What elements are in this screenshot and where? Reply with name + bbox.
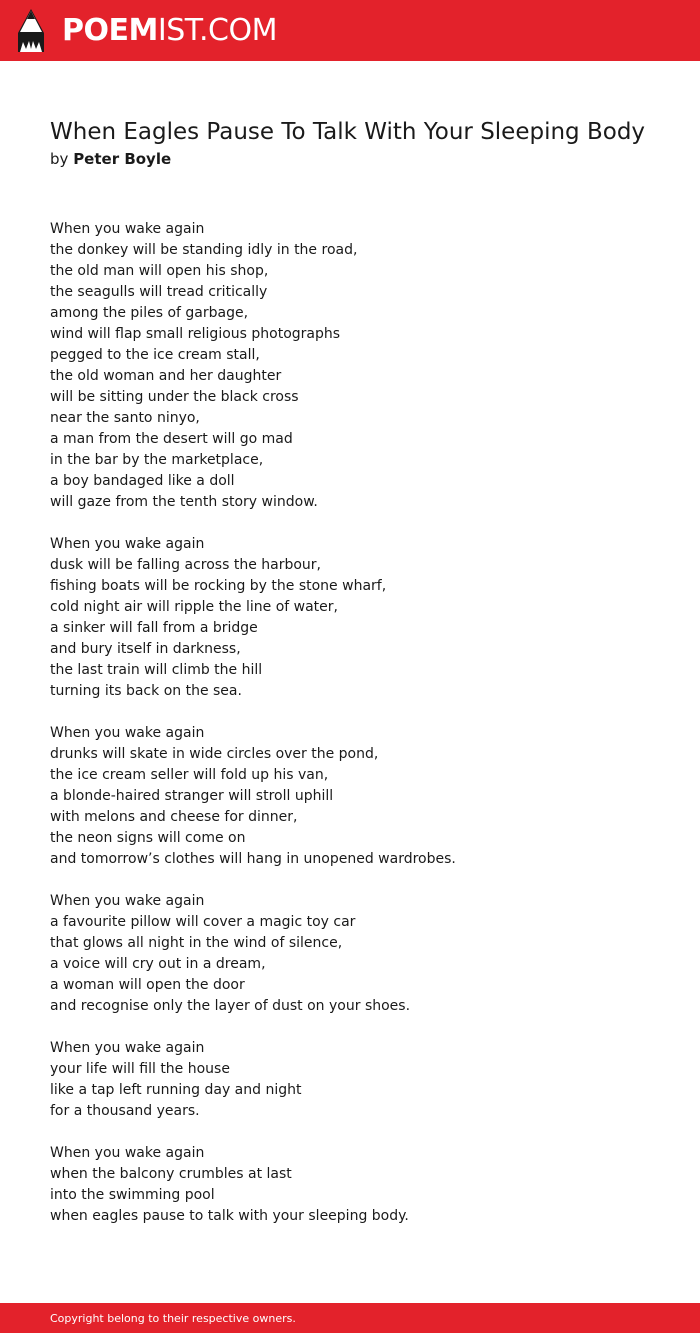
poem-line: When you wake again — [50, 221, 205, 237]
author-name: Peter Boyle — [73, 150, 172, 168]
by-label: by — [50, 150, 69, 168]
poem-line: When you wake again — [50, 1145, 205, 1161]
poem-line: turning its back on the sea. — [50, 683, 242, 699]
poem-line: with melons and cheese for dinner, — [50, 809, 298, 825]
poem-line: will be sitting under the black cross — [50, 389, 299, 405]
site-logo-text[interactable] — [62, 12, 277, 50]
poem-line: among the piles of garbage, — [50, 305, 249, 321]
poem-line: dusk will be falling across the harbour, — [50, 557, 322, 573]
pencil-icon[interactable] — [18, 9, 44, 52]
poem-line: like a tap left running day and night — [50, 1082, 302, 1098]
byline — [50, 148, 171, 170]
poem-line: a sinker will fall from a bridge — [50, 620, 258, 636]
poem-line: into the swimming pool — [50, 1187, 215, 1203]
poem-line: the old woman and her daughter — [50, 368, 282, 384]
brand-light: IST.COM — [157, 13, 277, 48]
poem-line: the ice cream seller will fold up his van, — [50, 767, 329, 783]
copyright-text: Copyright belong to their respective owners. — [50, 1312, 296, 1325]
poem-line: and tomorrow’s clothes will hang in unopened wardrobes. — [50, 851, 456, 867]
poem-line: drunks will skate in wide circles over the pond, — [50, 746, 379, 762]
poem-line: the seagulls will tread critically — [50, 284, 268, 300]
poem-line: a voice will cry out in a dream, — [50, 956, 266, 972]
poem-title: When Eagles Pause To Talk With Your Sleeping Body — [50, 119, 646, 145]
poem-line: a blonde-haired stranger will stroll uphill — [50, 788, 334, 804]
poem-line: pegged to the ice cream stall, — [50, 347, 260, 363]
poem-line: fishing boats will be rocking by the stone wharf, — [50, 578, 387, 594]
poem-line: will gaze from the tenth story window. — [50, 494, 318, 510]
poem-stanza — [50, 1038, 670, 1122]
poem-line: When you wake again — [50, 1040, 205, 1056]
poem-stanza — [50, 1143, 670, 1227]
brand-bold: POEM — [62, 13, 158, 48]
poem-line: when the balcony crumbles at last — [50, 1166, 292, 1182]
poem-line: cold night air will ripple the line of water, — [50, 599, 338, 615]
poem-line: a man from the desert will go mad — [50, 431, 293, 447]
poem-line: the old man will open his shop, — [50, 263, 269, 279]
poem-line: a woman will open the door — [50, 977, 245, 993]
poem-line: When you wake again — [50, 893, 205, 909]
poem-line: a boy bandaged like a doll — [50, 473, 235, 489]
site-header — [0, 0, 700, 61]
poem-body — [50, 219, 670, 1248]
poem-line: in the bar by the marketplace, — [50, 452, 264, 468]
poem-line: your life will fill the house — [50, 1061, 230, 1077]
poem-stanza — [50, 534, 670, 702]
poem-line: the donkey will be standing idly in the road, — [50, 242, 358, 258]
poem-line: the neon signs will come on — [50, 830, 246, 846]
poem-stanza — [50, 723, 670, 870]
poem-line: the last train will climb the hill — [50, 662, 263, 678]
poem-stanza — [50, 219, 670, 513]
poem-line: that glows all night in the wind of silence, — [50, 935, 343, 951]
poem-line: wind will flap small religious photographs — [50, 326, 341, 342]
poem-line: a favourite pillow will cover a magic toy car — [50, 914, 356, 930]
poem-line: near the santo ninyo, — [50, 410, 200, 426]
poem-line: when eagles pause to talk with your sleeping body. — [50, 1208, 409, 1224]
poem-stanza — [50, 891, 670, 1017]
poem-line: for a thousand years. — [50, 1103, 200, 1119]
poem-line: When you wake again — [50, 536, 205, 552]
site-footer — [0, 1303, 700, 1333]
poem-line: When you wake again — [50, 725, 205, 741]
poem-line: and bury itself in darkness, — [50, 641, 241, 657]
poem-line: and recognise only the layer of dust on your shoes. — [50, 998, 411, 1014]
